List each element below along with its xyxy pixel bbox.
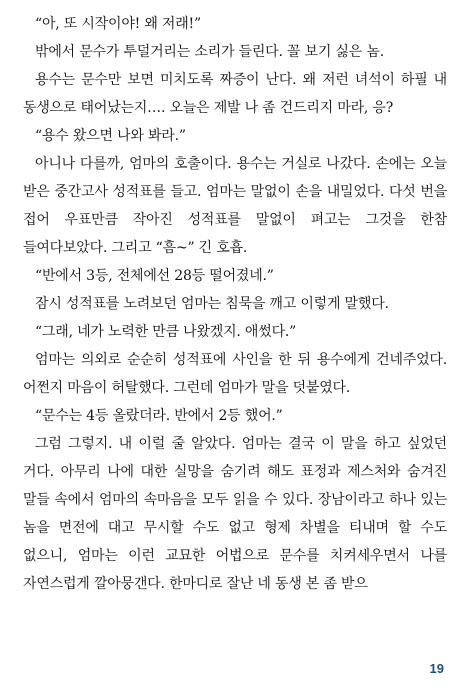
- page-number: 19: [429, 661, 444, 676]
- paragraph-6: “반에서 3등, 전체에선 28등 떨어졌네.”: [35, 268, 274, 284]
- body-text: [23, 10, 447, 598]
- paragraph-3: 용수는 문수만 보면 미치도록 짜증이 난다. 왜 저런 녀석이 하필 내 동생으로 태어났는지…. 오늘은 제발 나 좀 건드리지 마라, 응?: [23, 72, 447, 116]
- paragraph-2: 밖에서 문수가 투덜거리는 소리가 들린다. 꼴 보기 싫은 놈.: [35, 44, 384, 60]
- paragraph-8: “그래, 네가 노력한 만큼 나왔겠지. 애썼다.”: [35, 324, 297, 340]
- paragraph-5: 아니나 다를까, 엄마의 호출이다. 용수는 거실로 나갔다. 손에는 오늘 받은 중간고사 성적표를 들고. 엄마는 말없이 손을 내밀었다. 다섯 번을 접어 우표만큼 작아진 성적표를 말없이 펴고는 그것을 한참 들여다보았다. 그리고 “흠~” 긴 호흡.: [23, 156, 447, 256]
- paragraph-10: “문수는 4등 올랐더라. 반에서 2등 했어.”: [35, 408, 283, 424]
- paragraph-7: 잠시 성적표를 노려보던 엄마는 침묵을 깨고 이렇게 말했다.: [35, 296, 389, 312]
- paragraph-11: 그럼 그렇지. 내 이럴 줄 알았다. 엄마는 결국 이 말을 하고 싶었던 거다. 아무리 나에 대한 실망을 숨기려 해도 표정과 제스처와 숨겨진 말들 속에서 엄마의 속마음을 모두 읽을 수 있다. 장남이라고 하나 있는 놈을 면전에 대고 무시할 수도 없고 형제 차별을 티내며 할 수도 없으니, 엄마는 이런 교묘한 어법으로 문수를 치켜세우면서 나를 자연스럽게 깔아뭉갠다. 한마디로 잘난 네 동생 본 좀 받으: [23, 436, 447, 592]
- paragraph-4: “용수 왔으면 나와 봐라.”: [35, 128, 186, 144]
- paragraph-1: “아, 또 시작이야! 왜 저래!”: [35, 16, 201, 32]
- paragraph-9: 엄마는 의외로 순순히 성적표에 사인을 한 뒤 용수에게 건네주었다. 어쩐지 마음이 허탈했다. 그런데 엄마가 말을 덧붙였다.: [23, 352, 447, 396]
